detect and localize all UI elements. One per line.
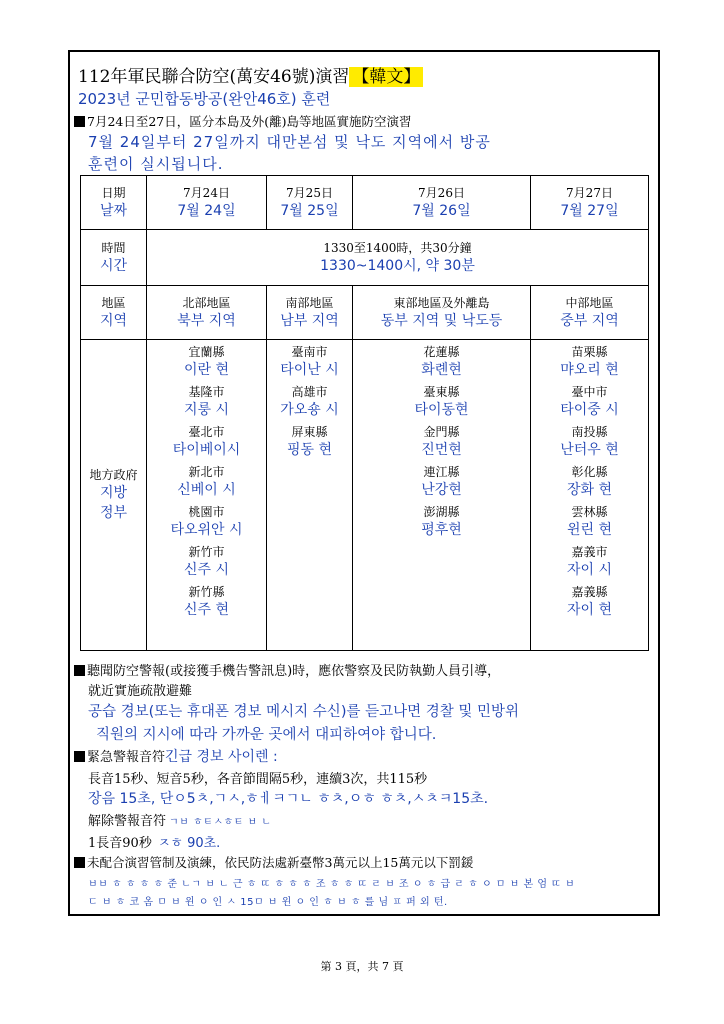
location-cell-central: 苗栗縣 먀오리 현 臺中市 타이중 시 南投縣 난터우 현 彰化縣 장화 현 雲林縣 윈린 현 嘉義市 자이 시 嘉義縣 자이 현 — [531, 340, 649, 651]
region-cell: 東部地區及外離島 동부 지역 및 낙도등 — [353, 286, 531, 340]
intro-ko-line1: 7월 24일부터 27일까지 대만본섬 및 낙도 지역에서 방공 — [88, 133, 491, 151]
document-title: 112年軍民聯合防空(萬安46號)演習 【韓文】 — [78, 62, 423, 87]
time-value-cell: 1330至1400時，共30分鐘 1330~1400시, 약 30분 — [147, 230, 649, 286]
location-cell-north: 宜蘭縣 이란 현 基隆市 지룽 시 臺北市 타이베이시 新北市 신베이 시 桃園市 타오위안 시 新竹市 신주 시 新竹縣 신주 현 — [147, 340, 267, 651]
table-row-time — [81, 230, 649, 286]
release-detail: 1長音90秒 ㅈㅎ 90초. — [88, 836, 221, 851]
date-label-cell: 日期 날짜 — [81, 176, 147, 230]
time-label-cell: 時間 시간 — [81, 230, 147, 286]
region-cell: 南部地區 남부 지역 — [267, 286, 353, 340]
penalty-zh: 未配合演習管制及演練，依民防法處新臺幣3萬元以上15萬元以下罰鍰 — [74, 853, 473, 871]
intro-zh: 7月24日至27日，區分本島及外(離)島等地區實施防空演習 — [74, 112, 412, 130]
date-cell: 7月26日 7월 26일 — [353, 176, 531, 230]
language-tag: 【韓文】 — [349, 67, 423, 87]
release-heading: 解除警報音符 ㄱㅂ ㅎㅌㅅㅎㅌ ㅂ ㄴ — [88, 814, 272, 829]
alert-zh-line1: 聽聞防空警報(或接獲手機告警訊息)時，應依警察及民防執勤人員引導， — [74, 660, 500, 679]
siren-detail-ko: 장음 15초, 단ㅇ5ㅊ,ㄱㅅ,ㅎㅔㅋㄱㄴ ㅎㅊ,ㅇㅎ ㅎㅊ,ㅅㅊㅋ15초. — [88, 791, 489, 807]
siren-heading: 緊急警報音符긴급 경보 사이렌 : — [74, 746, 278, 766]
table-row-government — [81, 340, 649, 651]
date-cell: 7月24日 7월 24일 — [147, 176, 267, 230]
bullet-square-icon — [74, 665, 85, 676]
bullet-square-icon — [74, 116, 85, 127]
table-row-date — [81, 176, 649, 230]
table-row-region — [81, 286, 649, 340]
penalty-ko-line1: ㅂㅂ ㅎ ㅎ ㅎ ㅎ 준 ㄴㄱ ㅂ ㄴ 근 ㅎ ㄸ ㅎ ㅎ ㅎ 조 ㅎ ㅎ ㄸ ㄹ ㅂ 조 ㅇ ㅎ 급 ㄹ ㅎ ㅇ ㅁ ㅂ 본 엄 ㄸ ㅂ — [88, 879, 576, 890]
schedule-table — [80, 175, 649, 651]
bullet-square-icon — [74, 751, 85, 762]
region-cell: 中部地區 중부 지역 — [531, 286, 649, 340]
date-cell: 7月25日 7월 25일 — [267, 176, 353, 230]
alert-ko-line2: 직원의 지시에 따라 가까운 곳에서 대피하여야 합니다. — [96, 727, 437, 743]
document-subtitle: 2023년 군민합동방공(완안46호) 훈련 — [78, 90, 331, 108]
location-cell-south: 臺南市 타이난 시 高雄市 가오숑 시 屏東縣 핑동 현 — [267, 340, 353, 651]
intro-ko-line2: 훈련이 실시됩니다. — [88, 155, 224, 173]
date-cell: 7月27日 7월 27일 — [531, 176, 649, 230]
region-cell: 北部地區 북부 지역 — [147, 286, 267, 340]
page-footer: 第 3 頁，共 7 頁 — [320, 960, 404, 973]
alert-ko-line1: 공습 경보(또는 휴대폰 경보 메시지 수신)를 듣고나면 경찰 및 민방위 — [88, 704, 519, 720]
alert-zh-line2: 就近實施疏散避難 — [88, 684, 193, 699]
region-label-cell: 地區 지역 — [81, 286, 147, 340]
document-frame — [68, 50, 660, 916]
siren-detail-zh: 長音15秒、短音5秒，各音節間隔5秒，連續3次，共115秒 — [88, 772, 428, 787]
government-label-cell: 地方政府 지방 정부 — [81, 340, 147, 651]
location-cell-east: 花蓮縣 화롄현 臺東縣 타이동현 金門縣 진먼현 連江縣 난강현 澎湖縣 평후현 — [353, 340, 531, 651]
penalty-ko-line2: ㄷ ㅂ ㅎ 코 옴 ㅁ ㅂ 윈 ㅇ 인 ㅅ 15ㅁ ㅂ 윈 ㅇ 인 ㅎ ㅂ ㅎ 를 님 ㅍ 퍼 외 턴. — [88, 897, 448, 908]
bullet-square-icon — [74, 857, 85, 868]
